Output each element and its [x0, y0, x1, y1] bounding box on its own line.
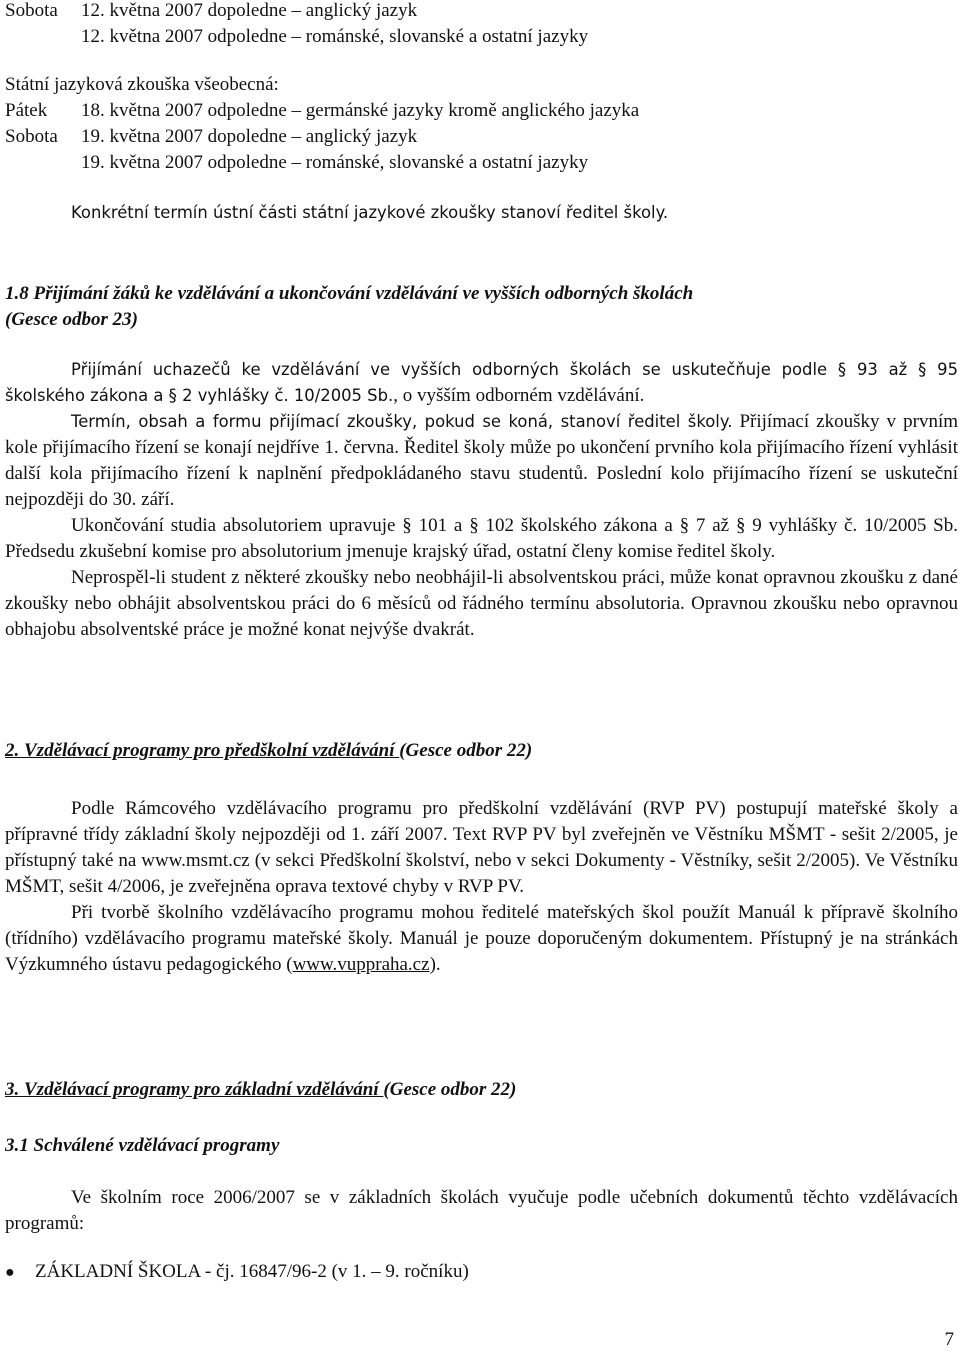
schedule-text: 19. května 2007 odpoledne – románské, slovanské a ostatní jazyky [81, 152, 589, 173]
schedule-row [5, 150, 958, 176]
paragraph [5, 900, 958, 978]
paragraph [5, 357, 958, 409]
section-heading-gesce: (Gesce odbor 22) [399, 740, 533, 761]
schedule-day [5, 24, 81, 50]
vuppraha-link[interactable]: www.vuppraha.cz [292, 954, 430, 975]
section-3 [5, 1077, 958, 1286]
section-1-8 [5, 281, 958, 643]
section-heading-title: 2. Vzdělávací programy pro předškolní vzdělávání [5, 740, 400, 761]
section-heading-gesce: (Gesce odbor 23) [5, 309, 138, 330]
schedule-row [5, 124, 958, 150]
paragraph-text: Přijímací zkoušky v prvním kole přijímacího řízení se konají nejdříve 1. června. [5, 411, 958, 458]
list-item-text: ZÁKLADNÍ ŠKOLA - čj. 16847/96-2 (v 1. – 9. ročníku) [35, 1261, 469, 1282]
section-heading: 1.8 Přijímání žáků ke vzdělávání a ukončování vzdělávání ve vyšších odborných školách [5, 283, 694, 304]
schedule-row [5, 24, 588, 50]
schedule-day: Pátek [5, 100, 48, 121]
oral-exam-note: Konkrétní termín ústní části státní jazykové zkoušky stanoví ředitel školy. [71, 203, 669, 222]
list-item [5, 1259, 958, 1286]
paragraph: Ukončování studia absolutoriem upravuje § 101 a § 102 školského zákona a § 7 až § 9 vyhlášky č. 10/2005 Sb. Předsedu zkušební komise pro absolutorium jmenuje krajský úřad, ostatní členy komise ředitel školy. [5, 515, 958, 562]
paragraph-text: Při tvorbě školního vzdělávacího programu mohou ředitelé mateřských škol použít Manuál k přípravě školního (třídního) vzdělávacího programu mateřské školy. Manuál je pouze doporučeným dokumentem. Přístupný je na stránkách Výzkumného ústavu pedagogického ( [5, 902, 958, 975]
section-2 [5, 738, 958, 978]
section-heading-title: 3. Vzdělávací programy pro základní vzdělávání [5, 1079, 384, 1100]
schedule-day [5, 150, 81, 176]
schedule-text: 12. května 2007 odpoledne – románské, slovanské a ostatní jazyky [81, 26, 589, 47]
schedule-text: 19. května 2007 dopoledne – anglický jazyk [81, 126, 418, 147]
bullet-icon: ● [5, 1264, 15, 1281]
paragraph: Neprospěl-li student z některé zkoušky nebo neobhájil-li absolventskou práci, může konat opravnou zkoušku z dané zkoušky nebo obhájit absolventskou práci do 6 měsíců od řádného termínu absolutoria. Opravnou zkoušku nebo opravnou obhajobu absolventské práce je možné konat nejvýše dvakrát. [5, 567, 958, 640]
general-exam-block [5, 72, 958, 226]
paragraph-text: Přijímání uchazečů ke vzdělávání ve vyšších odborných školách se uskutečňuje podle § 93 až § 95 školského zákona a § 2 vyhlášky č. 10/2005 Sb. [5, 360, 958, 405]
schedule-row [5, 98, 958, 124]
section-heading [5, 1077, 958, 1103]
schedule-row [5, 0, 588, 24]
page-number: 7 [944, 1329, 954, 1350]
schedule-text: 18. května 2007 odpoledne – germánské jazyky kromě anglického jazyka [81, 100, 640, 121]
schedule-day: Sobota [5, 126, 58, 147]
paragraph-text: , o vyšším odborném vzdělávání. [393, 385, 645, 406]
paragraph: Podle Rámcového vzdělávacího programu pro předškolní vzdělávání (RVP PV) postupují mateřské školy a přípravné třídy základní školy nejpozději od 1. září 2007. Text RVP PV byl zveřejněn ve Věstníku MŠMT - sešit 2/2005, je přístupný také na www.msmt.cz (v sekci Předškolní školství, nebo v sekci Dokumenty - Věstníky, sešit 2/2005). Ve Věstníku MŠMT, sešit 4/2006, je zveřejněna oprava textové chyby v RVP PV. [5, 798, 958, 897]
paragraph: Ve školním roce 2006/2007 se v základních školách vyučuje podle učebních dokumentů těchto vzdělávacích programů: [5, 1187, 958, 1234]
paragraph [5, 409, 958, 513]
paragraph-text: Ředitel školy může po ukončení prvního kola přijímacího řízení vyhlásit další kola přijímacího řízení k naplnění předpokládaného stavu studentů. Poslední kolo přijímacího řízení se uskuteční nejpozději do 30. září. [5, 437, 958, 510]
section-heading [5, 738, 958, 764]
schedule-text: 12. května 2007 dopoledne – anglický jazyk [81, 0, 418, 21]
general-exam-heading: Státní jazyková zkouška všeobecná: [5, 74, 279, 95]
paragraph-text: Termín, obsah a formu přijímací zkoušky, pokud se koná, stanoví ředitel školy. [71, 412, 733, 431]
subsection-heading: 3.1 Schválené vzdělávací programy [5, 1135, 280, 1156]
paragraph-text: ). [429, 954, 441, 975]
schedule-day: Sobota [5, 0, 58, 21]
section-heading-gesce: (Gesce odbor 22) [383, 1079, 517, 1100]
schedule-top [5, 0, 588, 50]
